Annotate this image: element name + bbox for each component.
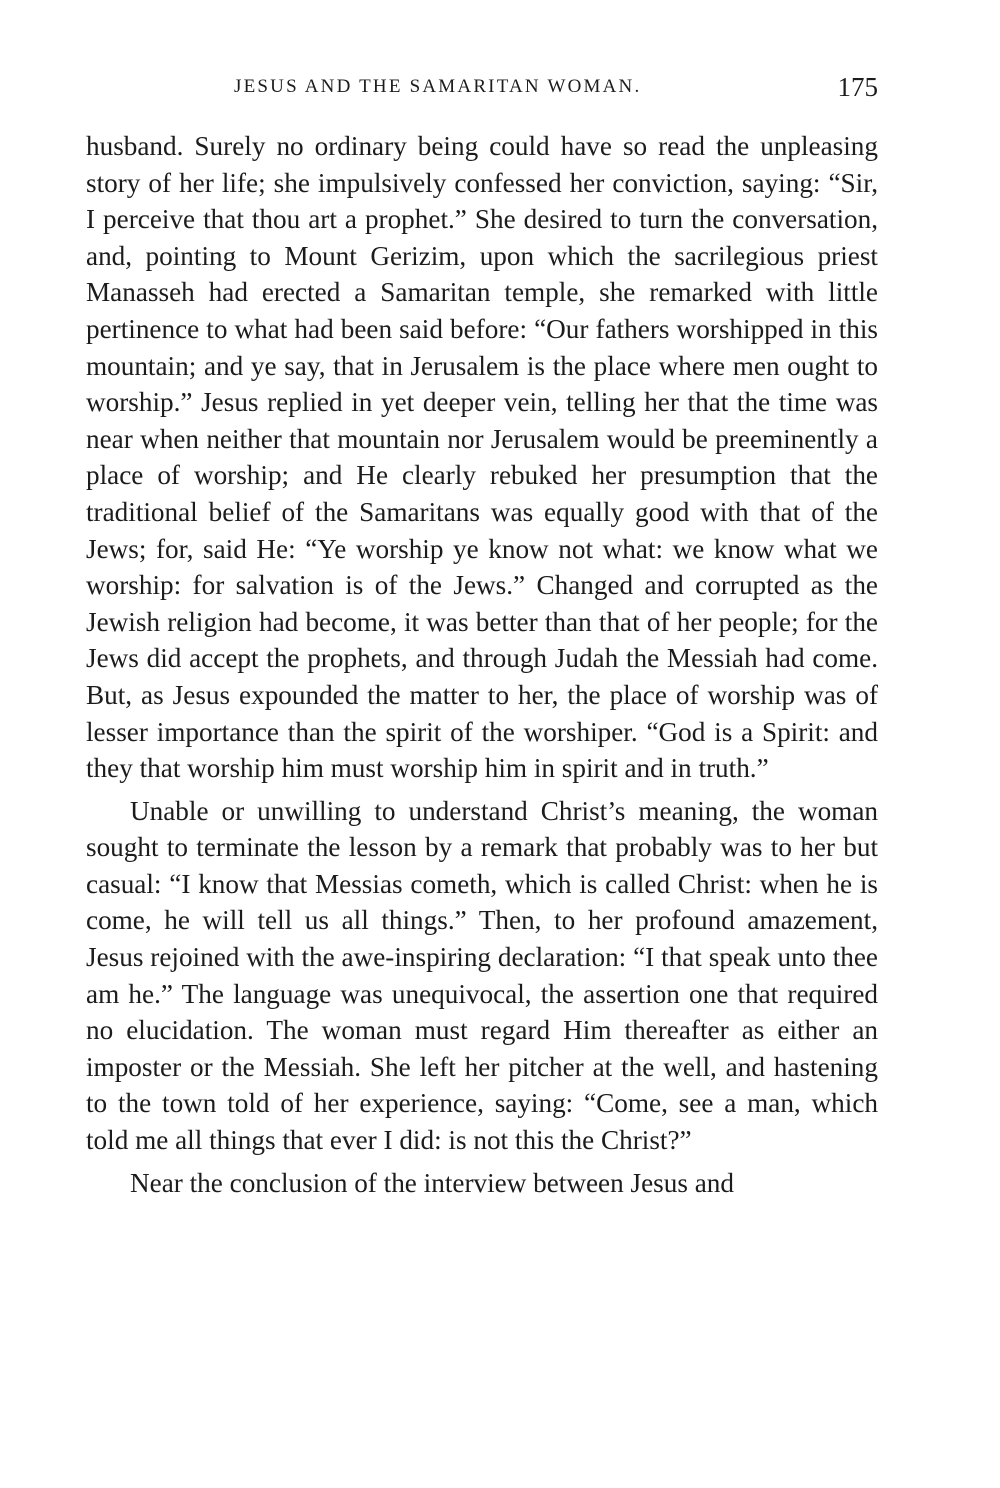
running-head [86,72,878,108]
running-title: JESUS AND THE SAMARITAN WOMAN. [234,76,642,97]
paragraph-truncated: Near the conclusion of the interview between Jesus and [130,1167,734,1198]
paragraph-continued: husband. Surely no ordinary being could have so read the unpleasing story of her life; she impulsively confessed her conviction, saying: “Sir, I perceive that thou art a prophet.” She desired to turn the conversation, and, pointing to Mount Gerizim, upon which the sacrilegious priest Manasseh had erected a Samaritan temple, she remarked with little pertinence to what had been said before: “Our fathers worshipped in this mountain; and ye say, that in Jerusalem is the place where men ought to worship.” Jesus replied in yet deeper vein, telling her that the time was near when neither that mountain nor Jerusalem would be preeminently a place of worship; and He clearly rebuked her presumption that the traditional belief of the Samaritans was equally good with that of the Jews; for, said He: “Ye worship ye know not what: we know what we worship: for salvation is of the Jews.” Changed and corrupted as the Jewish religion had become, it was better than that of her people; for the Jews did accept the prophets, and through Judah the Messiah had come. But, as Jesus expounded the matter to her, the place of worship was of lesser importance than the spirit of the worshiper. “God is a Spirit: and they that worship him must worship him in spirit and in truth.” [86,131,878,784]
page-number: 175 [837,72,878,102]
paragraph: Unable or unwilling to understand Christ’s meaning, the woman sought to terminate the lesson by a remark that probably was to her but casual: “I know that Messias cometh, which is called Christ: when he is come, he will tell us all things.” Then, to her profound amazement, Jesus rejoined with the awe-inspiring declaration: “I that speak unto thee am he.” The language was unequivocal, the assertion one that required no elucidation. The woman must regard Him thereafter as either an imposter or the Messiah. She left her pitcher at the well, and hastening to the town told of her experience, saying: “Come, see a man, which told me all things that ever I did: is not this the Christ?” [86,795,878,1156]
body-text [86,128,878,1207]
